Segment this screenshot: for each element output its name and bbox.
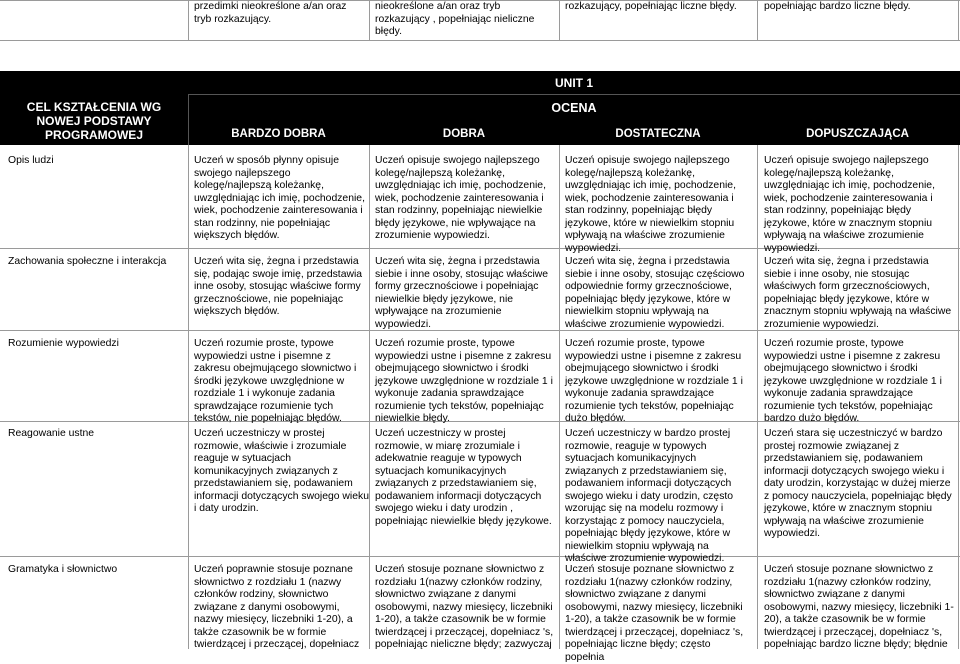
table-cell: Uczeń rozumie proste, typowe wypowiedzi ustne i pisemne z zakresu obejmującego słownictwo i środki językowe uwzględnione w rozdziale 1 i wykonuje zadania sprawdzające rozumienie tych tekstów, popełniając bardzo dużo błędów. (764, 338, 942, 424)
table-border (369, 0, 370, 40)
unit-title: UNIT 1 (554, 76, 593, 90)
table-cell: Uczeń wita się, żegna i przedstawia siebie i inne osoby, stosując właściwe formy grzecznościowe i popełniając niewielkie błędy językowe, nie wpływające na zrozumienie wypowiedzi. (375, 256, 549, 330)
top-fragment-cell-4: popełniając bardzo liczne błędy. (764, 1, 911, 12)
table-cell: Uczeń opisuje swojego najlepszego kolegę/najlepszą koleżankę, uwzględniając ich imię, pochodzenie, wiek, pochodzenie zainteresowania i stan rodzinny, popełniając niewielkie błędy językowe, nie wpływające na zrozumienie wypowiedzi. (375, 155, 546, 241)
table-cell: Uczeń rozumie proste, typowe wypowiedzi ustne i pisemne z zakresu obejmującego słownictwo i środki językowe uwzględnione w rozdziale 1 i wykonuje zadania sprawdzające rozumienie tych tekstów, popełniając dużo błędów. (565, 338, 743, 424)
grade-header: OCENA (551, 101, 597, 115)
top-fragment-cell-3: rozkazujący, popełniając liczne błędy. (565, 1, 737, 12)
grade-good: DOBRA (442, 128, 486, 140)
table-cell: Uczeń wita się, żegna i przedstawia siebie i inne osoby, nie stosując właściwych form grzecznościowych, popełniając błędy językowe, które w znacznym stopniu wpływają na właściwe zrozumienie wypowiedzi. (764, 256, 952, 330)
table-border (958, 145, 959, 649)
table-cell: Uczeń opisuje swojego najlepszego kolegę/najlepszą koleżankę, uwzględniając ich imię, pochodzenie, wiek, pochodzenie zainteresowania i stan rodzinny, popełniając błędy językowe, które w niewielkim stopniu wpływają na właściwe zrozumienie wypowiedzi. (565, 155, 736, 254)
table-cell: Uczeń stosuje poznane słownictwo z rozdziału 1(nazwy członków rodziny, słownictwo związane z danymi osobowymi, nazwy miesięcy, liczebniki 1-20), a także czasownik be w formie twierdzącej i przeczącej, dopełniacz 's, popełniając liczne błędy; często popełnia (565, 564, 744, 663)
table-border (757, 145, 758, 649)
table-cell: Uczeń uczestniczy w prostej rozmowie, w miarę zrozumiale i adekwatnie reaguje w typowych sytuacjach komunikacyjnych związanych z przedstawianiem się, podawaniem informacji dotyczących swojego wieku i daty urodzin , popełniając niewielkie błędy językowe. (375, 428, 552, 527)
table-border (559, 145, 560, 649)
row-label-zachowania: Zachowania społeczne i interakcja (8, 256, 167, 267)
table-border (369, 145, 370, 649)
table-cell: Uczeń uczestniczy w prostej rozmowie, właściwie i zrozumiale reaguje w sytuacjach komunikacyjnych związanych z przedstawianiem się, podawaniem informacji dotyczących swojego wieku i daty urodzin. (194, 428, 369, 514)
top-fragment-cell-2: nieokreślone a/an oraz tryb rozkazujący , popełniając nieliczne błędy. (375, 1, 535, 37)
table-cell: Uczeń poprawnie stosuje poznane słownictwo z rozdziału 1 (nazwy członków rodziny, słownictwo związane z danymi osobowymi, nazwy miesięcy, liczebniki 1-20), a także czasownik be w formie twierdzącej i przeczącej, dopełniacz (194, 564, 360, 650)
table-border (958, 0, 959, 40)
table-border (188, 145, 189, 649)
row-label-rozumienie: Rozumienie wypowiedzi (8, 338, 119, 349)
table-cell: Uczeń wita się, żegna i przedstawia się, podając swoje imię, przedstawia inne osoby, stosując właściwe formy grzecznościowe, nie popełniając większych błędów. (194, 256, 363, 317)
table-border (559, 0, 560, 40)
grade-sufficient: DOSTATECZNA (615, 128, 701, 140)
row-label-opis-ludzi: Opis ludzi (8, 155, 54, 166)
table-cell: Uczeń stara się uczestniczyć w bardzo prostej rozmowie związanej z przedstawianiem się, podawaniem informacji dotyczących swojego wieku i daty urodzin, korzystając w dużej mierze z pomocy nauczyciela, popełniając błędy językowe, które w znacznym stopniu wpływają na właściwe zrozumienie wypowiedzi. (764, 428, 952, 539)
table-cell: Uczeń opisuje swojego najlepszego kolegę/najlepszą koleżankę, uwzględniając ich imię, pochodzenie, wiek, pochodzenie zainteresowania i stan rodzinny, popełniając błędy językowe, które w znacznym stopniu wpływają na właściwe zrozumienie wypowiedzi. (764, 155, 935, 254)
row-divider (0, 556, 960, 557)
table-cell: Uczeń wita się, żegna i przedstawia siebie i inne osoby, stosując częściowo odpowiednie formy grzecznościowe, popełniając błędy językowe, które w niewielkim stopniu wpływają na właściwe zrozumienie wypowiedzi. (565, 256, 745, 330)
row-label-reagowanie: Reagowanie ustne (8, 428, 95, 439)
table-border (0, 40, 960, 41)
table-cell: Uczeń w sposób płynny opisuje swojego najlepszego kolegę/najlepszą koleżankę, uwzględniając ich imię, pochodzenie, wiek, pochodzenie zainteresowania i stan rodzinny, nie popełniając większych błędów. (194, 155, 365, 241)
table-cell: Uczeń uczestniczy w bardzo prostej rozmowie, reaguje w typowych sytuacjach komunikacyjnych związanych z przedstawianiem się, podawaniem informacji dotyczących swojego wieku i daty urodzin, często wzorując się na modelu rozmowy i korzystając z pomocy nauczyciela, popełniając błędy językowe, które w niewielkim stopniu wpływają na właściwe zrozumienie wypowiedzi. (565, 428, 734, 564)
table-border (757, 0, 758, 40)
goal-header: CEL KSZTAŁCENIA WG NOWEJ PODSTAWY PROGRAMOWEJ (26, 100, 162, 142)
top-fragment-cell-1: przedimki nieokreślone a/an oraz tryb rozkazujący. (194, 1, 347, 25)
grade-acceptable: DOPUSZCZAJĄCA (806, 128, 909, 140)
header-divider (188, 94, 960, 95)
table-cell: Uczeń stosuje poznane słownictwo z rozdziału 1(nazwy członków rodziny, słownictwo związane z danymi osobowymi, nazwy miesięcy, liczebniki 1-20), a także czasownik be w formie twierdzącej i przeczącej, dopełniacz 's, popełniając bardzo liczne błędy; błędnie (764, 564, 954, 650)
table-cell: Uczeń rozumie proste, typowe wypowiedzi ustne i pisemne z zakresu obejmującego słownictwo i środki językowe uwzględnione w rozdziale 1 i wykonuje zadania sprawdzające rozumienie tych tekstów, popełniając niewielkie błędy. (375, 338, 553, 424)
table-cell: Uczeń stosuje poznane słownictwo z rozdziału 1(nazwy członków rodziny, słownictwo związane z danymi osobowymi, nazwy miesięcy, liczebniki 1-20), a także czasownik be w formie twierdzącej i przeczącej, dopełniacz 's, popełniając nieliczne błędy; zazwyczaj (375, 564, 554, 650)
row-label-gramatyka: Gramatyka i słownictwo (8, 564, 118, 575)
table-border (188, 0, 189, 40)
table-cell: Uczeń rozumie proste, typowe wypowiedzi ustne i pisemne z zakresu obejmującego słownictwo i środki językowe uwzględnione w rozdziale 1 i wykonuje zadania sprawdzające rozumienie tych tekstów, nie popełniając błędów. (194, 338, 357, 424)
grade-very-good: BARDZO DOBRA (231, 128, 326, 140)
